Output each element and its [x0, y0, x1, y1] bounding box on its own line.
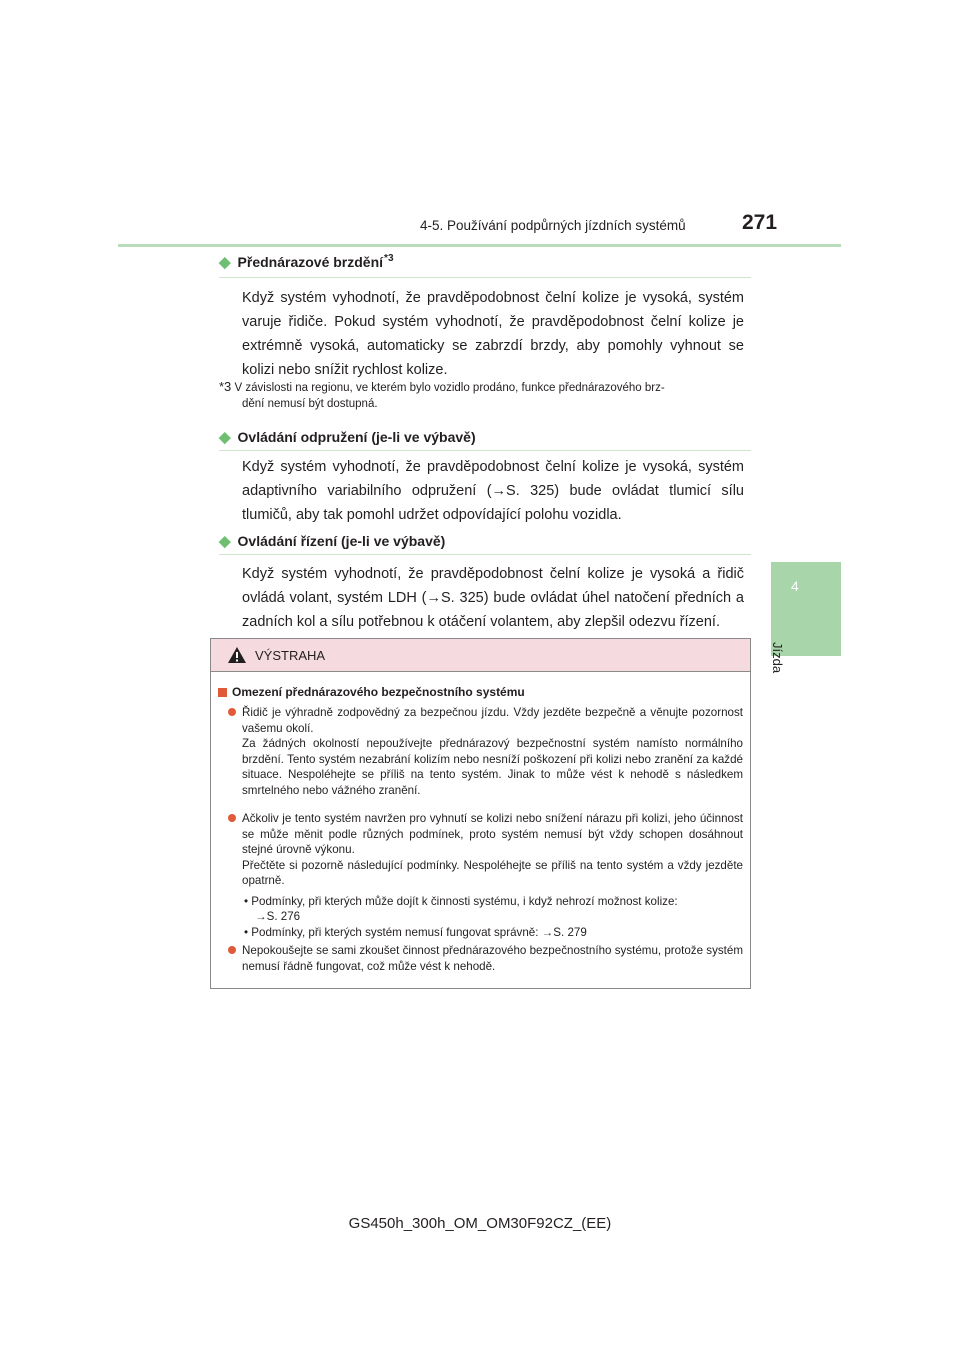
section-title: Přednárazové brzdění — [237, 254, 384, 270]
warning-title: VÝSTRAHA — [255, 648, 326, 663]
warning-triangle-icon — [228, 647, 246, 663]
header-rule — [118, 244, 841, 247]
side-tab-number: 4 — [791, 578, 799, 594]
bullet-text-extra: Za žádných okolností nepoužívejte přednárazový bezpečnostní systém namísto normálního brzdění. Tento systém nezabrání kolizím nebo nesníží poškození při kolizi nebo zranění za každé situace. Nespoléhejte se příliš na tento systém. Jinak to může vést k nehodě s následkem smrtelného nebo vážného zranění. — [242, 737, 743, 797]
section-rule — [219, 277, 751, 278]
warning-subtitle-text: Omezení přednárazového bezpečnostního systému — [232, 685, 525, 699]
footer-code: GS450h_300h_OM_OM30F92CZ_(EE) — [348, 1215, 612, 1232]
side-tab-label: Jízda — [770, 642, 785, 674]
footnote-ref: *3 — [384, 253, 394, 264]
diamond-icon: ◆ — [219, 533, 231, 550]
diamond-icon: ◆ — [219, 254, 231, 271]
warning-bullet — [228, 705, 743, 798]
section-rule — [219, 554, 751, 555]
footnote-text: V závislosti na regionu, ve kterém bylo vozidlo prodáno, funkce přednárazového brz- — [234, 382, 665, 394]
sub-item: • Podmínky, při kterých může dojít k činnosti systému, i když nehrozí možnost kolize: — [244, 895, 678, 908]
bullet-text: Řidič je výhradně zodpovědný za bezpečnou jízdu. Vždy jezděte bezpečně a věnujte pozornost vašemu okolí. — [242, 706, 743, 735]
footnote-text-cont: dění nemusí být dostupná. — [242, 398, 378, 410]
warning-box — [210, 638, 751, 989]
section-heading — [219, 429, 476, 445]
warning-header — [211, 639, 750, 672]
warning-bullet — [228, 811, 743, 889]
footnote — [219, 378, 745, 397]
bullet-dot-icon — [228, 814, 236, 822]
warning-subtitle — [218, 685, 525, 699]
bullet-text: Ačkoliv je tento systém navržen pro vyhnutí se kolizi nebo snížení nárazu při kolizi, jeho účinnost se může měnit podle různých podmínek, proto systém nemusí být vždy schopen dosáhnout stejné úrovně výkonu. — [242, 812, 743, 856]
section-body: Když systém vyhodnotí, že pravděpodobnost čelní kolize je vysoká, systém varuje řidiče. Pokud systém vyhodnotí, že pravděpodobnost čelní kolize je extrémně vysoká, automaticky se zabrzdí brzdy, aby pomohly vyhnout se kolizi nebo snížit rychlost kolize. — [242, 290, 744, 378]
diamond-icon: ◆ — [219, 429, 231, 446]
header-title: 4-5. Používání podpůrných jízdních systémů — [420, 218, 686, 233]
square-bullet-icon — [218, 688, 227, 697]
bullet-text-extra: Přečtěte si pozorně následující podmínky. Nespoléhejte se příliš na tento systém a vždy jezděte opatrně. — [242, 858, 743, 887]
section-heading — [219, 254, 394, 270]
footnote-mark: *3 — [219, 379, 232, 394]
section-title: Ovládání řízení (je-li ve výbavě) — [237, 533, 446, 549]
section-rule — [219, 450, 751, 451]
section-heading — [219, 533, 445, 549]
bullet-dot-icon — [228, 946, 236, 954]
section-body: Když systém vyhodnotí, že pravděpodobnost čelní kolize je vysoká a řidič ovládá volant, systém LDH (→S. 325) bude ovládat úhel natočení předních a zadních kol a sílu potřebnou k otáčení volantem, aby zlepšil odezvu řízení. — [242, 566, 744, 630]
sub-item: • Podmínky, při kterých systém nemusí fungovat správně: →S. 279 — [244, 926, 587, 939]
warning-bullet — [228, 943, 743, 974]
section-title: Ovládání odpružení (je-li ve výbavě) — [237, 429, 476, 445]
section-body: Když systém vyhodnotí, že pravděpodobnost čelní kolize je vysoká, systém adaptivního variabilního odpružení (→S. 325) bude ovládat tlumicí sílu tlumičů, aby tak pomohl udržet odpovídající polohu vozidla. — [242, 459, 744, 523]
page-number: 271 — [742, 211, 778, 234]
sub-item-ref: →S. 276 — [255, 910, 301, 923]
bullet-text: Nepokoušejte se sami zkoušet činnost přednárazového bezpečnostního systému, protože systém nemusí řádně fungovat, což může vést k nehodě. — [242, 944, 743, 973]
bullet-dot-icon — [228, 708, 236, 716]
